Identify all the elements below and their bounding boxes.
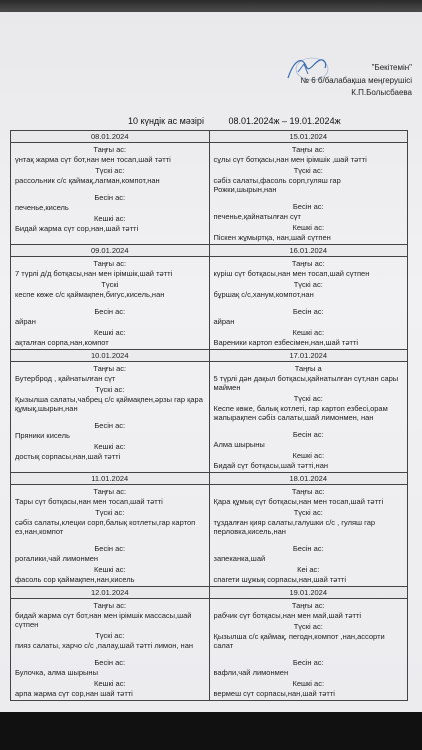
meal-label-lunch: Түскі xyxy=(101,280,119,289)
meal-label-dinner: Кешкі ас: xyxy=(93,679,126,688)
menu-row xyxy=(11,472,407,586)
meal-label-snack: Бесін ас: xyxy=(94,193,126,202)
meal-label-lunch: Түскі ас: xyxy=(293,622,323,631)
spacer xyxy=(214,422,404,428)
meal-label-snack: Бесін ас: xyxy=(292,202,324,211)
dish-dinner: Бидай жарма сүт сор,нан,шай тәтті xyxy=(15,224,139,233)
meal-label-snack: Бесін ас: xyxy=(292,307,324,316)
meal-label-snack: Бесін ас: xyxy=(292,430,324,439)
dish-snack: вафли,чай лимонмен xyxy=(213,668,289,677)
dish-lunch: пияз салаты, харчо с/с ,палау,шай тәтті лимон, нан xyxy=(15,641,194,650)
approval-block xyxy=(240,62,412,100)
dish-lunch: рассольник с/с қаймақ,лагман,компот,нан xyxy=(15,176,160,185)
meal-label-dinner: Кешкі ас: xyxy=(93,442,126,451)
approval-signer: К.П.Болысбаева xyxy=(351,88,412,97)
dish-breakfast: Қара құмық сүт ботқасы,нан мен тосап,шай тәтті xyxy=(213,497,384,506)
dish-breakfast: 5 түрлі дән дақыл ботқасы,қайнатылған сүт,нан сары маймен xyxy=(213,374,399,392)
meal-label-breakfast: Таңғы ас: xyxy=(291,259,325,268)
day-cell xyxy=(209,131,408,244)
menu-title-period: 08.01.2024ж – 19.01.2024ж xyxy=(228,116,341,126)
dish-lunch: Қызылша салаты,чабрец с/с қаймақпен,əрзы гар қара құмық,шырын,нан xyxy=(15,395,203,413)
day-cell xyxy=(11,245,209,349)
dish-dinner: Бидай сүт ботқасы,шай тәтті,нан xyxy=(213,461,329,470)
dish-breakfast: Тары сүт ботқасы,нан мен тосап,шай тәтті xyxy=(15,497,163,506)
day-cell xyxy=(209,587,408,700)
dish-breakfast: үнтақ жарма сүт бот,нан мен тосап,шай тәтті xyxy=(15,155,171,164)
meal-label-snack: Бесін ас: xyxy=(292,544,324,553)
day-date: 10.01.2024 xyxy=(11,350,209,362)
day-cell xyxy=(11,473,209,586)
meal-label-lunch: Түскі ас: xyxy=(95,631,125,640)
dish-snack: айран xyxy=(15,317,36,326)
day-date: 18.01.2024 xyxy=(210,473,408,485)
day-cell xyxy=(209,350,408,472)
day-cell xyxy=(209,473,408,586)
menu-title xyxy=(128,116,418,126)
meal-label-breakfast: Таңғы ас: xyxy=(291,145,325,154)
meal-label-lunch: Түскі ас: xyxy=(95,508,125,517)
day-date: 15.01.2024 xyxy=(210,131,408,143)
day-date: 11.01.2024 xyxy=(11,473,209,485)
spacer xyxy=(15,299,205,305)
meal-label-dinner: Кешкі ас: xyxy=(292,223,325,232)
dish-snack: Пряники кисель xyxy=(15,431,70,440)
menu-row xyxy=(11,586,407,700)
spacer xyxy=(214,650,404,656)
meal-label-lunch: Түскі ас: xyxy=(293,394,323,403)
meal-label-lunch: Түскі ас: xyxy=(293,508,323,517)
day-date: 09.01.2024 xyxy=(11,245,209,257)
dish-dinner: Вареники картоп езбесімен,нан,шай тәтті xyxy=(213,338,359,347)
spacer xyxy=(214,194,404,200)
menu-row xyxy=(11,131,407,244)
dish-lunch: сәбіз салаты,клецки сорп,балық котлеты,гар картоп ез,нан,компот xyxy=(15,518,196,536)
meal-label-breakfast: Таңғы ас: xyxy=(291,487,325,496)
dish-snack: печенье,кисель xyxy=(15,203,69,212)
meal-label-lunch: Түскі ас: xyxy=(293,166,323,175)
dish-breakfast: рабчик сүт ботқасы,нан мен май,шай тәтті xyxy=(213,611,362,620)
day-date: 17.01.2024 xyxy=(210,350,408,362)
menu-row xyxy=(11,349,407,472)
spacer xyxy=(214,299,404,305)
dish-breakfast: сұлы сүт ботқасы,нан мен ірімшік ,шай тәтті xyxy=(213,155,367,164)
meal-label-breakfast: Таңғы ас: xyxy=(93,259,127,268)
dish-lunch: Қызылша с/с қаймақ, пегодн,компот ,нан,ассорти салат xyxy=(213,632,385,650)
day-cell xyxy=(209,245,408,349)
dish-dinner: достық сорпасы,нан,шай тәтті xyxy=(15,452,121,461)
meal-label-breakfast: Таңғы ас: xyxy=(93,145,127,154)
approval-heading: "Бекітемін" xyxy=(371,63,412,72)
photo-bottom-edge xyxy=(0,712,422,750)
dish-lunch: тұздалған қияр салаты,галушки с/с , гуляш гар перловка,кисель,нан xyxy=(213,518,376,536)
approval-position: № 6 б/балабақша меңгерушісі xyxy=(300,75,412,85)
meal-label-dinner: Кешкі ас: xyxy=(292,328,325,337)
day-date: 19.01.2024 xyxy=(210,587,408,599)
day-cell xyxy=(11,587,209,700)
menu-title-heading: 10 күндік ас мәзірі xyxy=(128,116,204,126)
meal-label-snack: Бесін ас: xyxy=(94,658,126,667)
dish-dinner: арпа жарма сүт сор,нан шай тәтті xyxy=(15,689,133,698)
menu-table xyxy=(10,130,408,701)
dish-lunch: сәбіз салаты,фасоль сорп,гуляш гар Рожки,шырын,нан xyxy=(213,176,341,194)
spacer xyxy=(15,650,205,656)
dish-dinner: фасоль сор қаймақпен,нан,кисель xyxy=(15,575,135,584)
meal-label-lunch: Түскі ас: xyxy=(95,166,125,175)
meal-label-snack: Бесін ас: xyxy=(94,421,126,430)
dish-dinner: ақталған сорпа,нан,компот xyxy=(15,338,109,347)
dish-breakfast: күріш сүт ботқасы,нан мен тосап,шай сүтпен xyxy=(213,269,370,278)
meal-label-dinner: Кешкі ас: xyxy=(93,328,126,337)
dish-breakfast: бидай жарма сүт бот,нан мен ірімшік массасы,шай сүтпен xyxy=(15,611,192,629)
dish-snack: печенье,қайнатылған сүт xyxy=(213,212,301,221)
menu-row xyxy=(11,244,407,349)
dish-breakfast: 7 түрлі д/д ботқасы,нан мен ірімшік,шай тәтті xyxy=(15,269,173,278)
dish-lunch: Кеспе көже, балық котлеті, гар картоп езбесі,орам жапырақпен сәбіз салаты,шай лимонмен, нан xyxy=(213,404,388,422)
dish-lunch: кеспе көже с/с қаймақпен,бигус,кисель,нан xyxy=(15,290,165,299)
dish-snack: Булочка, алма шырыны xyxy=(15,668,98,677)
dish-snack: рогалики,чай лимонмен xyxy=(15,554,99,563)
spacer xyxy=(15,185,205,191)
spacer xyxy=(214,536,404,542)
meal-label-breakfast: Таңғы ас: xyxy=(93,364,127,373)
meal-label-dinner: Кешкі ас: xyxy=(292,451,325,460)
meal-label-breakfast: Таңғы ас: xyxy=(93,601,127,610)
spacer xyxy=(15,413,205,419)
meal-label-dinner: Кешкі ас: xyxy=(93,565,126,574)
dish-dinner: вермеш сүт сорпасы,нан,шай тәтті xyxy=(213,689,335,698)
dish-lunch: бұршақ с/с,ханум,компот,нан xyxy=(213,290,314,299)
meal-label-dinner: Кешкі ас: xyxy=(292,679,325,688)
meal-label-dinner: Кешкі ас: xyxy=(93,214,126,223)
meal-label-snack: Бесін ас: xyxy=(94,544,126,553)
day-date: 08.01.2024 xyxy=(11,131,209,143)
meal-label-dinner: Кеі ас: xyxy=(297,565,320,574)
meal-label-breakfast: Таңғы ас: xyxy=(291,601,325,610)
dish-snack: айран xyxy=(213,317,235,326)
meal-label-lunch: Түскі ас: xyxy=(293,280,323,289)
day-cell xyxy=(11,131,209,244)
dish-breakfast: Бутерброд , қайнатылған сүт xyxy=(15,374,116,383)
meal-label-snack: Бесін ас: xyxy=(292,658,324,667)
spacer xyxy=(15,536,205,542)
day-date: 12.01.2024 xyxy=(11,587,209,599)
dish-dinner: спагети шұжық сорпасы,нан,шай тәтті xyxy=(213,575,346,584)
dish-snack: Алма шырыны xyxy=(213,440,265,449)
day-date: 16.01.2024 xyxy=(210,245,408,257)
day-cell xyxy=(11,350,209,472)
meal-label-snack: Бесін ас: xyxy=(94,307,126,316)
dish-snack: запеканка,шай xyxy=(213,554,266,563)
meal-label-breakfast: Таңғы а xyxy=(294,364,322,373)
meal-label-lunch: Түскі ас: xyxy=(95,385,125,394)
dish-dinner: Піскен жұмыртқа, нан,шай сүтпен xyxy=(213,233,331,242)
meal-label-breakfast: Таңғы ас: xyxy=(93,487,127,496)
